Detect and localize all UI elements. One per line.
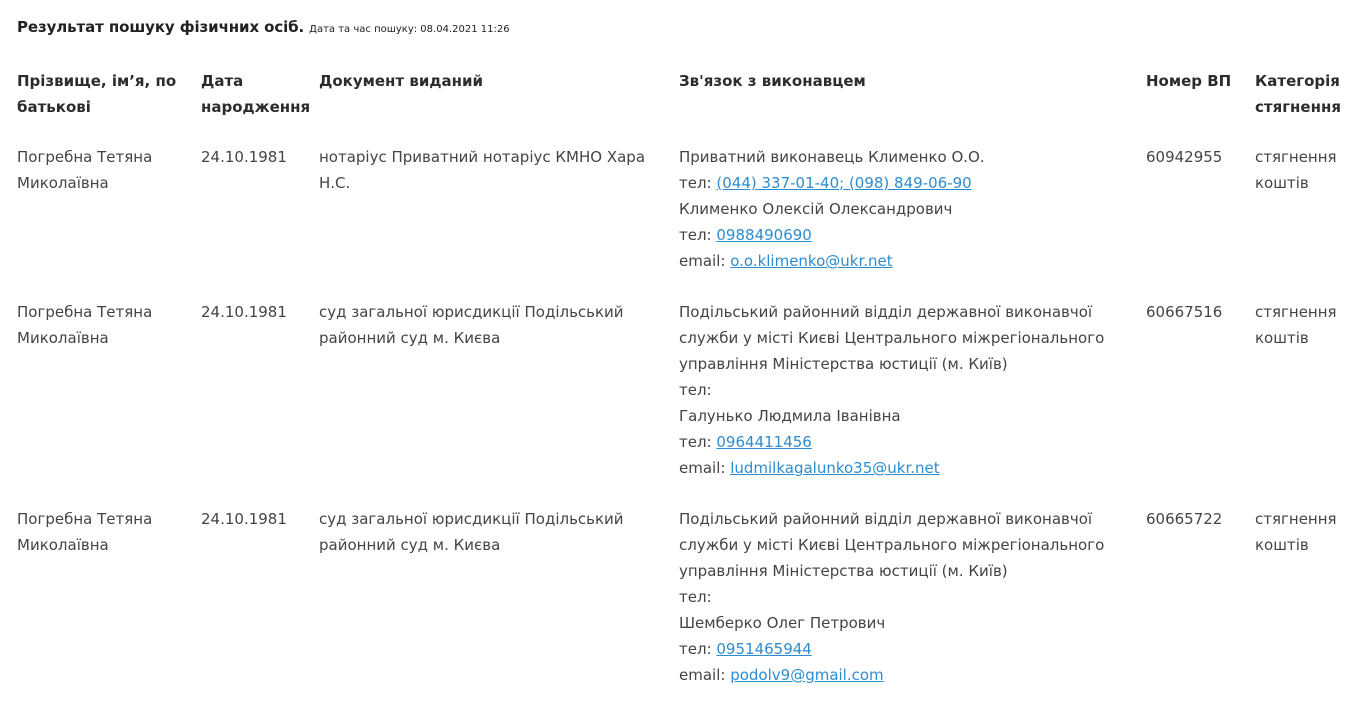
results-table — [17, 68, 1347, 713]
email-line — [679, 662, 1146, 688]
email-label: email: — [679, 252, 726, 270]
email-label: email: — [679, 459, 726, 477]
table-row — [17, 144, 1347, 299]
contact-name: Шемберко Олег Петрович — [679, 614, 886, 632]
document-issuer: суд загальної юрисдикції Подільський районний суд м. Києва — [319, 303, 624, 347]
executor-phone-label: тел: — [679, 588, 712, 606]
collection-category: стягнення коштів — [1255, 148, 1337, 192]
contact-phone-label: тел: — [679, 640, 712, 658]
email-label: email: — [679, 666, 726, 684]
contact-phone-line — [679, 222, 1146, 248]
email-line — [679, 455, 1146, 481]
executor-phone-line — [679, 377, 1146, 403]
email-link[interactable]: o.o.klimenko@ukr.net — [730, 252, 893, 270]
column-header-category: Категорія стягнення — [1255, 72, 1341, 116]
case-number: 60667516 — [1146, 303, 1223, 321]
birth-date: 24.10.1981 — [201, 148, 287, 166]
executor-phone-line — [679, 584, 1146, 610]
contact-name: Клименко Олексій Олександрович — [679, 200, 953, 218]
contact-phone-link[interactable]: 0964411456 — [716, 433, 812, 451]
contact-phone-label: тел: — [679, 226, 712, 244]
email-link[interactable]: ludmilkagalunko35@ukr.net — [730, 459, 940, 477]
column-header-document: Документ виданий — [319, 72, 483, 90]
executor-phone-label: тел: — [679, 174, 712, 192]
contact-phone-link[interactable]: 0951465944 — [716, 640, 812, 658]
person-name: Погребна Тетяна Миколаївна — [17, 148, 153, 192]
column-header-executor: Зв'язок з виконавцем — [679, 72, 866, 90]
table-row — [17, 506, 1347, 713]
search-timestamp: Дата та час пошуку: 08.04.2021 11:26 — [309, 24, 510, 35]
birth-date: 24.10.1981 — [201, 303, 287, 321]
column-header-birth-date: Дата народження — [201, 72, 311, 116]
executor-phone-label: тел: — [679, 381, 712, 399]
executor-info — [679, 299, 1146, 506]
page-title: Результат пошуку фізичних осіб. — [17, 18, 305, 36]
document-issuer: нотаріус Приватний нотаріус КМНО Хара Н.С. — [319, 148, 646, 192]
collection-category: стягнення коштів — [1255, 510, 1337, 554]
contact-phone-line — [679, 429, 1146, 455]
collection-category: стягнення коштів — [1255, 303, 1337, 347]
executor-phone-link[interactable]: (044) 337-01-40; (098) 849-06-90 — [716, 174, 972, 192]
document-issuer: суд загальної юрисдикції Подільський районний суд м. Києва — [319, 510, 624, 554]
table-header-row — [17, 68, 1347, 144]
contact-phone-line — [679, 636, 1146, 662]
contact-phone-label: тел: — [679, 433, 712, 451]
email-link[interactable]: podolv9@gmail.com — [730, 666, 884, 684]
executor-phone-line — [679, 170, 1146, 196]
executor-name: Подільський районний відділ державної виконавчої служби у місті Києві Центрального міжрегіонального управління Міністерства юстиції (м. Київ) — [679, 510, 1105, 580]
person-name: Погребна Тетяна Миколаївна — [17, 510, 153, 554]
table-row — [17, 299, 1347, 506]
column-header-name: Прізвище, ім’я, по батькові — [17, 72, 177, 116]
executor-info — [679, 506, 1146, 713]
column-header-case-number: Номер ВП — [1146, 72, 1232, 90]
birth-date: 24.10.1981 — [201, 510, 287, 528]
executor-name: Приватний виконавець Клименко О.О. — [679, 148, 985, 166]
case-number: 60665722 — [1146, 510, 1223, 528]
contact-name: Галунько Людмила Іванівна — [679, 407, 901, 425]
executor-info — [679, 144, 1146, 299]
email-line — [679, 248, 1146, 274]
case-number: 60942955 — [1146, 148, 1223, 166]
results-header — [17, 18, 1343, 42]
contact-phone-link[interactable]: 0988490690 — [716, 226, 812, 244]
executor-name: Подільський районний відділ державної виконавчої служби у місті Києві Центрального міжрегіонального управління Міністерства юстиції (м. Київ) — [679, 303, 1105, 373]
person-name: Погребна Тетяна Миколаївна — [17, 303, 153, 347]
